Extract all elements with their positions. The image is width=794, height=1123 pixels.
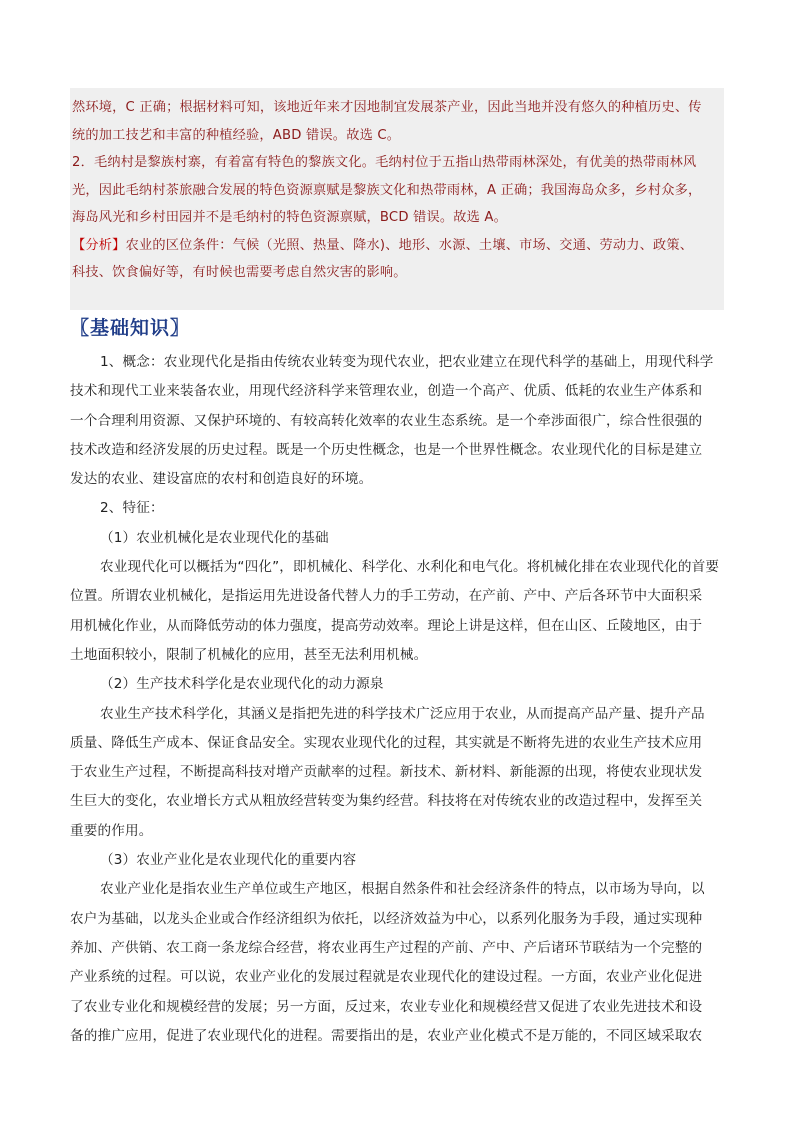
answer-line: 然环境，C 正确；根据材料可知，该地近年来才因地制宜发展茶产业，因此当地并没有悠久的种植历史、传 bbox=[72, 100, 702, 115]
concept-line: 技术和现代工业来装备农业，用现代经济科学来管理农业，创造一个高产、优质、低耗的农业生产体系和 bbox=[70, 383, 703, 400]
feature-2-line: 质量、降低生产成本、保证食品安全。实现农业现代化的过程，其实就是不断将先进的农业生产技术应用 bbox=[70, 734, 703, 751]
answer-line: 光，因此毛纳村茶旅融合发展的特色资源禀赋是黎族文化和热带雨林，A 正确；我国海岛众多，乡村众多， bbox=[72, 182, 702, 198]
feature-1-line: 位置。所谓农业机械化，是指运用先进设备代替人力的手工劳动，在产前、产中、产后各环节中大面积采 bbox=[70, 588, 703, 605]
feature-3-line: 养加、产供销、农工商一条龙综合经营，将农业再生产过程的产前、产中、产后诸环节联结为一个完整的 bbox=[70, 939, 703, 956]
analysis-line bbox=[72, 232, 724, 260]
section-title: 〖基础知识〗 bbox=[70, 317, 191, 339]
concept-line: 发达的农业、建设富庶的农村和创造良好的环境。 bbox=[70, 471, 373, 488]
feature-3-line: 了农业专业化和规模经营的发展；另一方面，反过来，农业专业化和规模经营又促进了农业先进技术和设 bbox=[70, 998, 703, 1015]
analysis-tag: 【分析】 bbox=[72, 237, 126, 253]
feature-2-line: 农业生产技术科学化，其涵义是指把先进的科学技术广泛应用于农业，从而提高产品产量、提升产品 bbox=[100, 705, 705, 722]
feature-1-line: 用机械化作业，从而降低劳动的体力强度，提高劳动效率。理论上讲是这样，但在山区、丘陵地区，由于 bbox=[70, 617, 703, 634]
feature-3-line: 农户为基础，以龙头企业或合作经济组织为依托，以经济效益为中心，以系列化服务为手段，通过实现种 bbox=[70, 910, 703, 927]
analysis-text: 农业的区位条件：气候（光照、热量、降水)、地形、水源、土壤、市场、交通、劳动力、政策、 bbox=[125, 237, 694, 253]
feature-2-line: 于农业生产过程，不断提高科技对增产贡献率的过程。新技术、新材料、新能源的出现，将使农业现状发 bbox=[70, 764, 703, 781]
feature-3-heading: （3）农业产业化是农业现代化的重要内容 bbox=[100, 852, 357, 869]
concept-line: 1、概念：农业现代化是指由传统农业转变为现代农业，把农业建立在现代科学的基础上，用现代科学 bbox=[100, 354, 714, 370]
feature-1-heading: （1）农业机械化是农业现代化的基础 bbox=[100, 529, 329, 546]
concept-line: 技术改造和经济发展的历史过程。既是一个历史性概念，也是一个世界性概念。农业现代化的目标是建立 bbox=[70, 441, 703, 458]
answer-line: 2．毛纳村是黎族村寨，有着富有特色的黎族文化。毛纳村位于五指山热带雨林深处，有优美的热带雨林风 bbox=[72, 155, 697, 170]
basic-knowledge-body bbox=[70, 348, 724, 1051]
answer-explanation-box bbox=[70, 88, 724, 310]
feature-2-heading: （2）生产技术科学化是农业现代化的动力源泉 bbox=[100, 676, 384, 693]
answer-line: 海岛风光和乡村田园并不是毛纳村的特色资源禀赋，BCD 错误。故选 A。 bbox=[72, 210, 508, 225]
feature-2-line: 重要的作用。 bbox=[70, 822, 153, 839]
feature-2-line: 生巨大的变化，农业增长方式从粗放经营转变为集约经营。科技将在对传统农业的改造过程中，发挥至关 bbox=[70, 793, 703, 810]
concept-line: 一个合理利用资源、又保护环境的、有较高转化效率的农业生态系统。是一个牵涉面很广，综合性很强的 bbox=[70, 412, 703, 429]
feature-1-line: 农业现代化可以概括为“四化”，即机械化、科学化、水利化和电气化。将机械化排在农业现代化的首要 bbox=[100, 559, 720, 576]
feature-1-line: 土地面积较小，限制了机械化的应用，甚至无法利用机械。 bbox=[70, 646, 428, 663]
analysis-line: 科技、饮食偏好等，有时候也需要考虑自然灾害的影响。 bbox=[72, 265, 407, 280]
feature-3-line: 备的推广应用，促进了农业现代化的进程。需要指出的是，农业产业化模式不是万能的，不同区域采取农 bbox=[70, 1027, 703, 1044]
feature-3-line: 产业系统的过程。可以说，农业产业化的发展过程就是农业现代化的建设过程。一方面，农业产业化促进 bbox=[70, 969, 703, 986]
feature-heading: 2、特征： bbox=[100, 500, 164, 517]
feature-3-line: 农业产业化是指农业生产单位或生产地区，根据自然条件和社会经济条件的特点，以市场为导向，以 bbox=[100, 881, 705, 898]
answer-line: 统的加工技艺和丰富的种植经验，ABD 错误。故选 C。 bbox=[72, 127, 401, 143]
